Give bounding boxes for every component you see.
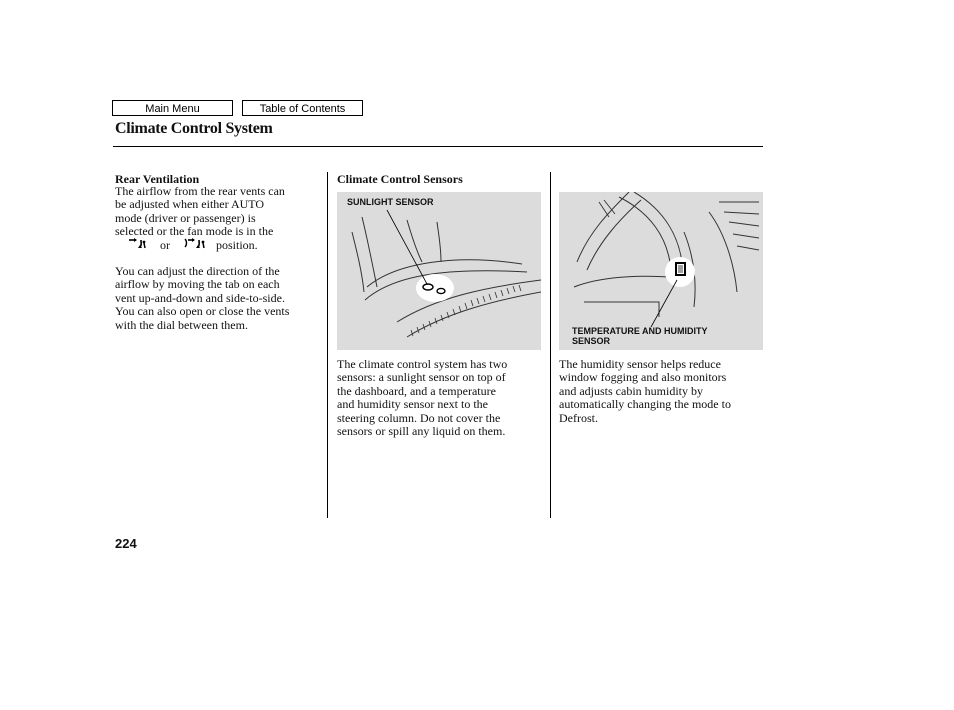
or-word: or xyxy=(160,237,170,252)
fan-mode-floor-defrost-icon xyxy=(183,237,207,250)
climate-sensors-heading: Climate Control Sensors xyxy=(337,172,463,186)
column-divider-2 xyxy=(550,172,551,518)
humidity-sensor-paragraph: The humidity sensor helps reduce window fogging and also monitors and adjusts cabin humidity by automatically changing the mode to Defrost. xyxy=(559,357,731,425)
fan-mode-floor-icon xyxy=(127,237,149,250)
climate-sensors-paragraph: The climate control system has two sensors: a sunlight sensor on top of the dashboard, and a temperature and humidity sensor next to the steering column. Do not cover the sensors or spill any liquid on them. xyxy=(337,357,508,439)
sunlight-sensor-label: SUNLIGHT SENSOR xyxy=(347,197,434,207)
table-of-contents-button[interactable]: Table of Contents xyxy=(242,100,363,116)
rear-ventilation-paragraph-1: The airflow from the rear vents can be adjusted when either AUTO mode (driver or passenger) is selected or the fan mode is in the or position. xyxy=(115,184,285,252)
position-word: position. xyxy=(216,237,258,252)
main-menu-button[interactable]: Main Menu xyxy=(112,100,233,116)
humidity-sensor-figure xyxy=(559,192,763,350)
sunlight-sensor-figure xyxy=(337,192,541,350)
humidity-sensor-label: TEMPERATURE AND HUMIDITY SENSOR xyxy=(572,326,708,346)
rear-ventilation-paragraph-2: You can adjust the direction of the airflow by moving the tab on each vent up-and-down and side-to-side. You can also open or close the vents with the dial between them. xyxy=(115,264,290,332)
page-title: Climate Control System xyxy=(115,120,273,137)
dashboard-illustration xyxy=(337,192,541,350)
page-number: 224 xyxy=(115,536,137,551)
column-divider-1 xyxy=(327,172,328,518)
title-divider xyxy=(113,146,763,147)
rear-ventilation-heading: Rear Ventilation xyxy=(115,172,200,186)
